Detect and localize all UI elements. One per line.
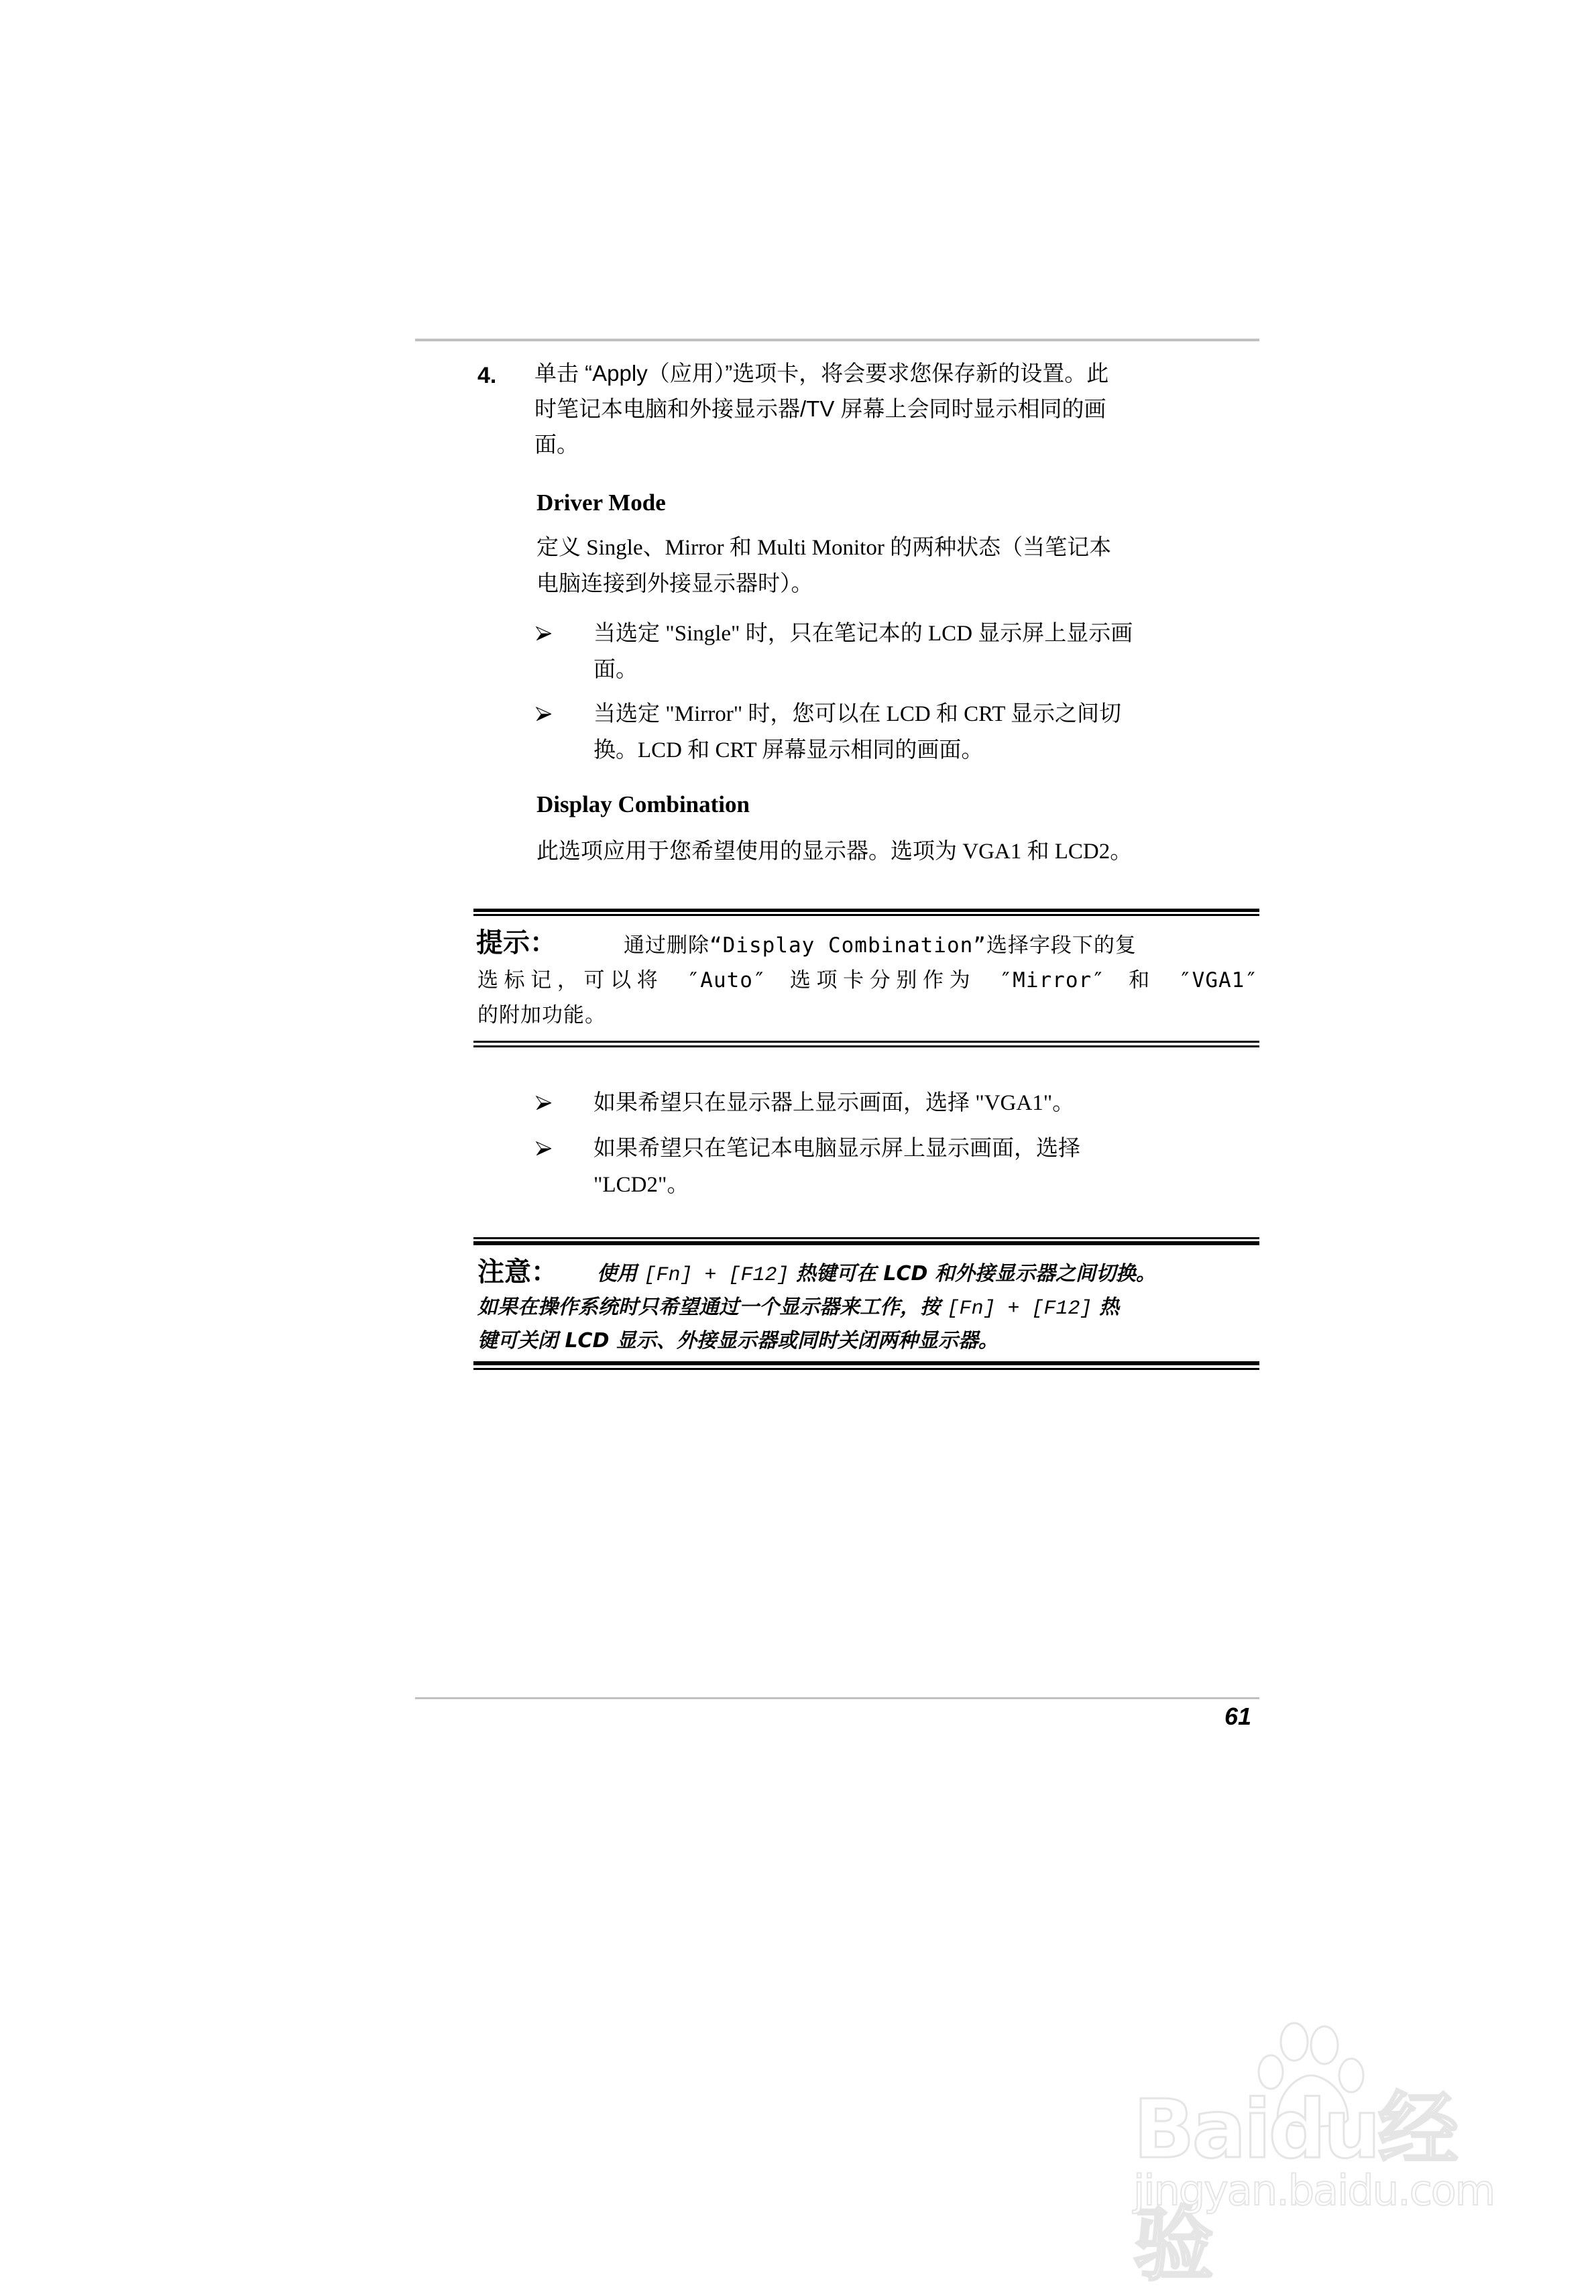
driver-mode-desc-line-1: 定义 Single、Mirror 和 Multi Monitor 的两种状态（当笔记本	[536, 536, 1112, 560]
note-text-line-3: 键可关闭 LCD 显示、外接显示器或同时关闭两种显示器。	[477, 1329, 999, 1353]
plus-sign: +	[995, 1298, 1032, 1320]
driver-mode-desc-line-2: 电脑连接到外接显示器时）。	[536, 572, 813, 596]
step-text-line-3: 面。	[534, 431, 579, 457]
fn-key: [Fn]	[947, 1298, 996, 1320]
step-text-line-1: 单击 “Apply（应用）”选项卡，将会要求您保存新的设置。此	[534, 361, 1109, 386]
note-line2-b: 热	[1092, 1296, 1119, 1319]
bullet-lcd2-line-1: 如果希望只在笔记本电脑显示屏上显示画面，选择	[593, 1137, 1080, 1161]
note-bottom-rule-2	[473, 1368, 1259, 1370]
header-rule	[415, 339, 1259, 341]
tip-text-line-2: 选标记，可以将 ″Auto″ 选项卡分别作为 ″Mirror″ 和 ″VGA1″	[477, 968, 1258, 992]
arrow-bullet-icon	[536, 1096, 552, 1110]
note-text-line-1	[597, 1261, 1156, 1289]
note-top-rule-1	[473, 1237, 1259, 1239]
bullet-mirror-line-2: 换。LCD 和 CRT 屏幕显示相同的画面。	[593, 738, 984, 762]
fn-key: [Fn]	[644, 1264, 693, 1287]
bullet-vga1-line-1: 如果希望只在显示器上显示画面，选择 "VGA1"。	[593, 1091, 1075, 1115]
display-combination-desc: 此选项应用于您希望使用的显示器。选项为 VGA1 和 LCD2。	[536, 840, 1133, 864]
tip-text-line-3: 的附加功能。	[477, 1003, 606, 1027]
arrow-bullet-icon	[536, 1141, 552, 1156]
note-label: 注意：	[477, 1257, 558, 1287]
bullet-single-line-1: 当选定 "Single" 时，只在笔记本的 LCD 显示屏上显示画	[593, 622, 1133, 646]
step-number: 4.	[477, 363, 497, 388]
plus-sign: +	[692, 1264, 729, 1287]
step-text-line-2: 时笔记本电脑和外接显示器/TV 屏幕上会同时显示相同的画	[534, 396, 1106, 421]
bullet-lcd2-line-2: "LCD2"。	[593, 1173, 689, 1197]
footer-rule	[415, 1697, 1259, 1699]
driver-mode-heading: Driver Mode	[536, 490, 666, 516]
arrow-bullet-icon	[536, 707, 552, 722]
baidu-watermark	[1133, 2018, 1509, 2292]
tip-top-rule-2	[473, 914, 1259, 916]
note-line2-a: 如果在操作系统时只希望通过一个显示器来工作，按	[477, 1296, 948, 1319]
tip-top-rule-1	[473, 909, 1259, 912]
note-top-rule-2	[473, 1241, 1259, 1245]
note-line1-b: 热键可在 LCD 和外接显示器之间切换。	[789, 1262, 1156, 1285]
tip-bottom-rule-1	[473, 1041, 1259, 1043]
bullet-single-line-2: 面。	[593, 658, 638, 682]
arrow-bullet-icon	[536, 626, 552, 641]
watermark-url: jingyan.baidu.com	[1133, 2166, 1495, 2215]
note-line1-a: 使用	[597, 1262, 644, 1285]
tip-label: 提示：	[476, 927, 557, 958]
note-bottom-rule-1	[473, 1361, 1259, 1365]
tip-bottom-rule-2	[473, 1045, 1259, 1047]
f12-key: [F12]	[728, 1264, 789, 1287]
f12-key: [F12]	[1031, 1298, 1092, 1320]
note-text-line-2	[477, 1294, 1119, 1322]
display-combination-heading: Display Combination	[536, 791, 750, 817]
watermark-logo-text: Baidu经验	[1133, 2083, 1456, 2292]
bullet-mirror-line-1: 当选定 "Mirror" 时，您可以在 LCD 和 CRT 显示之间切	[593, 702, 1122, 726]
tip-text-line-1: 通过删除“Display Combination”选择字段下的复	[624, 933, 1137, 958]
page-number: 61	[1224, 1703, 1252, 1730]
